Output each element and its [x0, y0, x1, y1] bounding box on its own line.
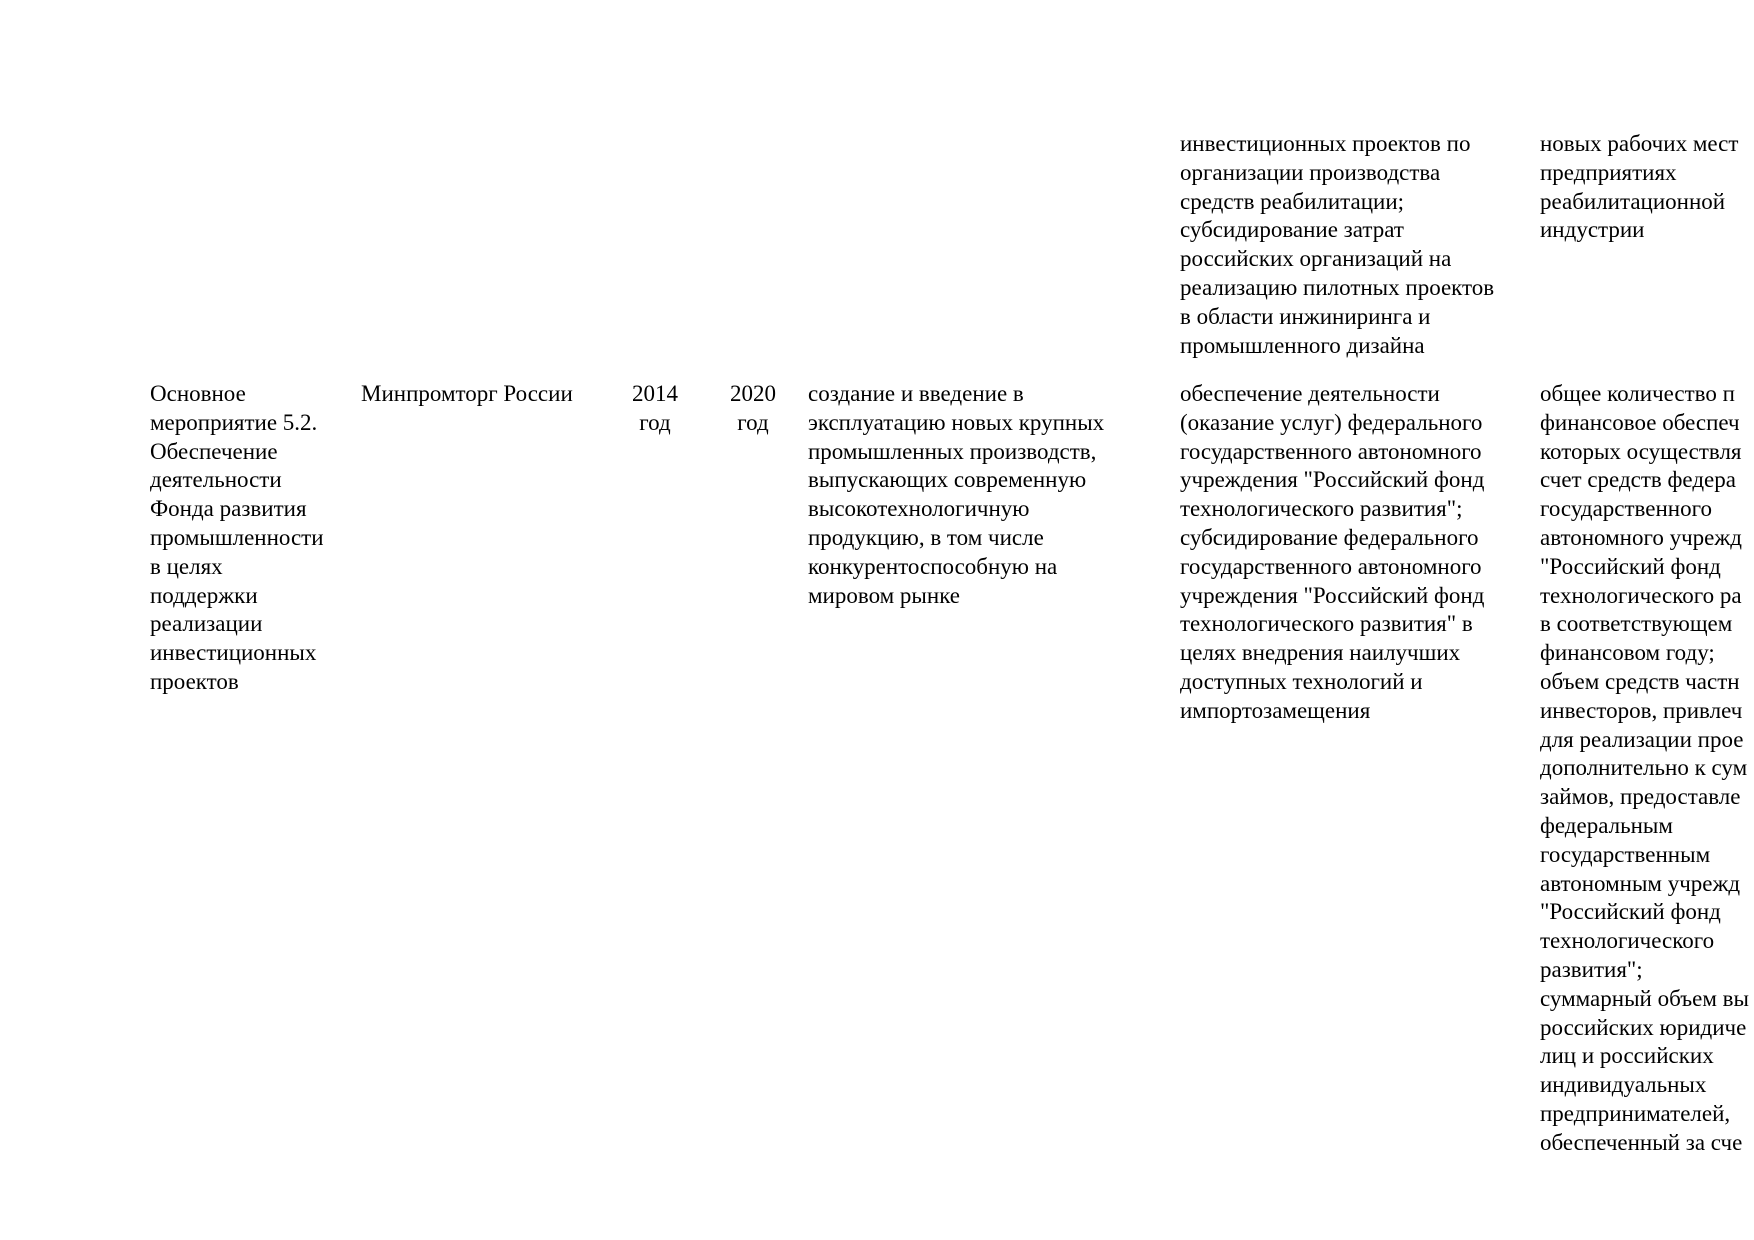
text-line: 2014 [632, 381, 678, 406]
start-date-cell [620, 380, 690, 438]
text-line: промышленности [150, 524, 324, 550]
description-cell [1180, 380, 1530, 726]
text-line: государственным [1540, 841, 1711, 867]
text-line: реабилитационной [1540, 188, 1726, 214]
text-line: импортозамещения [1180, 697, 1371, 723]
text-line: Обеспечение [150, 438, 278, 464]
text-line: реализации [150, 611, 263, 637]
text-line: реализацию пилотных проектов [1180, 274, 1495, 300]
text-line: продукцию, в том числе [808, 524, 1044, 550]
text-line: федеральным [1540, 812, 1673, 838]
text-line: российских организаций на [1180, 246, 1452, 272]
text-line: дополнительно к сум [1540, 755, 1748, 781]
text-line: высокотехнологичную [808, 496, 1030, 522]
text-line: проектов [150, 668, 239, 694]
text-line: "Российский фонд [1540, 899, 1721, 925]
text-line: год [639, 409, 671, 435]
text-line: целях внедрения наилучших [1180, 640, 1461, 666]
text-line: промышленных производств, [808, 438, 1097, 464]
text-line: финансовом году; [1540, 640, 1715, 666]
text-line: мероприятие 5.2. [150, 409, 318, 435]
text-line: конкурентоспособную на [808, 553, 1058, 579]
text-line: счет средств федера [1540, 467, 1736, 493]
executor-text: Минпромторг России [361, 381, 573, 406]
text-line: 2020 [730, 381, 776, 406]
text-line: предприятиях [1540, 159, 1677, 185]
text-line: лиц и российских [1540, 1043, 1714, 1069]
text-line: государственного автономного [1180, 438, 1482, 464]
text-line: технологического ра [1540, 582, 1742, 608]
text-line: предпринимателей, [1540, 1100, 1731, 1126]
text-line: общее количество п [1540, 381, 1735, 406]
text-line: создание и введение в [808, 381, 1024, 406]
text-line: государственного [1540, 496, 1712, 522]
text-line: (оказание услуг) федерального [1180, 409, 1483, 435]
text-line: Фонда развития [150, 496, 307, 522]
text-line: автономным учрежд [1540, 870, 1741, 896]
text-line: которых осуществля [1540, 438, 1742, 464]
text-line: суммарный объем вы [1540, 985, 1749, 1011]
text-line: для реализации прое [1540, 726, 1744, 752]
text-line: деятельности [150, 467, 282, 493]
text-line: технологического [1540, 928, 1715, 954]
indicator-cell [1540, 380, 1754, 1158]
text-line: обеспеченный за сче [1540, 1129, 1743, 1155]
text-line: российских юридиче [1540, 1014, 1747, 1040]
text-line: эксплуатацию новых крупных [808, 409, 1105, 435]
text-line: выпускающих современную [808, 467, 1087, 493]
expected-result-cell [808, 380, 1168, 610]
text-line: доступных технологий и [1180, 668, 1423, 694]
text-line: объем средств частн [1540, 668, 1740, 694]
text-line: инвесторов, привлеч [1540, 697, 1743, 723]
text-line: субсидирование федерального [1180, 524, 1479, 550]
text-line: "Российский фонд [1540, 553, 1721, 579]
text-line: инвестиционных проектов по [1180, 131, 1471, 156]
text-line: средств реабилитации; [1180, 188, 1405, 214]
text-line: автономного учрежд [1540, 524, 1742, 550]
text-line: в соответствующем [1540, 611, 1733, 637]
executor-cell [361, 380, 601, 409]
continuation-description-cell [1180, 130, 1530, 360]
text-line: в целях [150, 553, 223, 579]
text-line: государственного автономного [1180, 553, 1482, 579]
text-line: обеспечение деятельности [1180, 381, 1440, 406]
continuation-indicator-cell [1540, 130, 1754, 245]
end-date-cell [718, 380, 788, 438]
text-line: поддержки [150, 582, 258, 608]
text-line: субсидирование затрат [1180, 217, 1404, 243]
text-line: индивидуальных [1540, 1072, 1707, 1098]
text-line: инвестиционных [150, 640, 317, 666]
text-line: новых рабочих мест [1540, 131, 1739, 156]
text-line: Основное [150, 381, 246, 406]
text-line: развития"; [1540, 956, 1643, 982]
text-line: учреждения "Российский фонд [1180, 582, 1485, 608]
text-line: индустрии [1540, 217, 1645, 243]
text-line: финансовое обеспеч [1540, 409, 1740, 435]
text-line: технологического развития" в [1180, 611, 1473, 637]
text-line: учреждения "Российский фонд [1180, 467, 1485, 493]
event-name-cell [150, 380, 350, 697]
text-line: технологического развития"; [1180, 496, 1463, 522]
text-line: в области инжиниринга и [1180, 303, 1431, 329]
text-line: займов, предоставле [1540, 784, 1741, 810]
text-line: промышленного дизайна [1180, 332, 1425, 358]
text-line: мировом рынке [808, 582, 961, 608]
text-line: организации производства [1180, 159, 1441, 185]
text-line: год [737, 409, 769, 435]
